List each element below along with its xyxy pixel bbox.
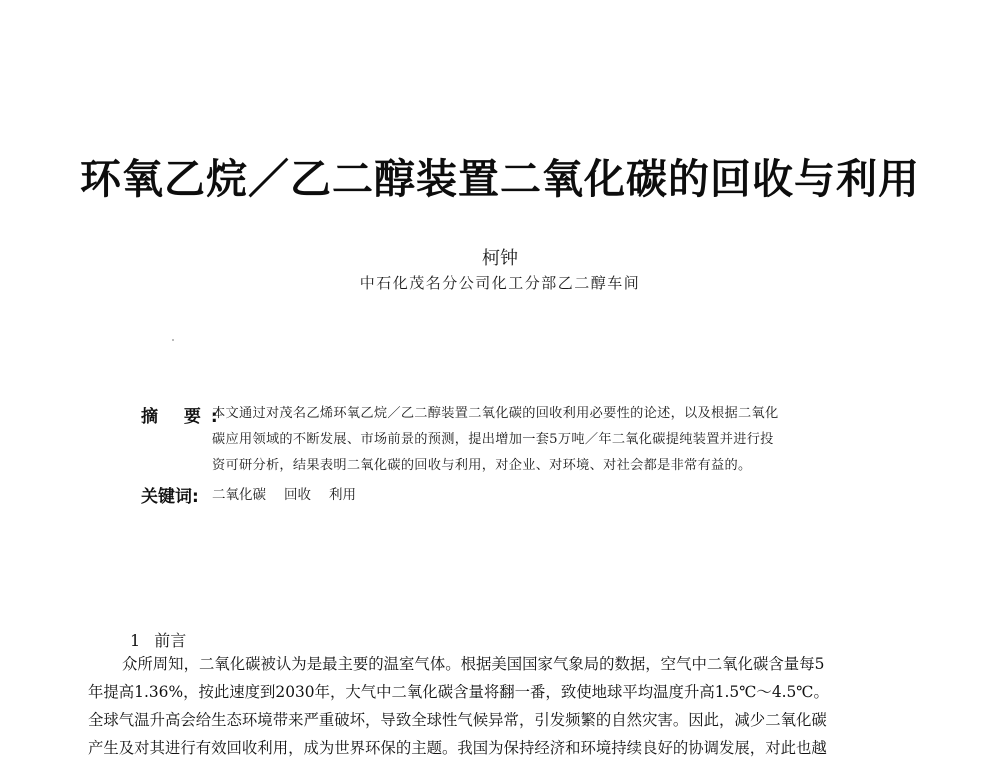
author-affiliation: 中石化茂名分公司化工分部乙二醇车间	[359, 274, 641, 292]
keyword-item: 二氧化碳	[212, 487, 266, 503]
abstract-line: 本文通过对茂名乙烯环氧乙烷／乙二醇装置二氧化碳的回收利用必要性的论述，以及根据二氧化	[212, 406, 779, 421]
section-heading	[130, 628, 200, 651]
abstract-text	[212, 401, 864, 479]
body-paragraph	[88, 650, 920, 762]
body-line: 年提高1.36%，按此速度到2030年，大气中二氧化碳含量将翻一番，致使地球平均温度升高1.5℃～4.5℃。	[88, 683, 829, 701]
abstract-line: 资可研分析，结果表明二氧化碳的回收与利用，对企业、对环境、对社会都是非常有益的。	[212, 458, 752, 473]
section-title: 前言	[154, 631, 187, 650]
keyword-item: 利用	[329, 487, 356, 503]
keywords-list	[212, 483, 356, 503]
scan-speck	[172, 339, 174, 341]
paper-title: 环氧乙烷／乙二醇装置二氧化碳的回收与利用	[80, 155, 920, 203]
body-line: 众所周知，二氧化碳被认为是最主要的温室气体。根据美国国家气象局的数据，空气中二氧化碳含量每5	[122, 655, 825, 673]
abstract-line: 碳应用领域的不断发展、市场前景的预测，提出增加一套5万吨／年二氧化碳提纯装置并进行投	[212, 432, 774, 447]
abstract-label: 摘 要:	[141, 407, 228, 427]
section-number: 1	[130, 631, 141, 650]
body-line: 产生及对其进行有效回收利用，成为世界环保的主题。我国为保持经济和环境持续良好的协调发展，对此也越	[88, 739, 827, 757]
body-line: 全球气温升高会给生态环境带来严重破坏，导致全球性气候异常，引发频繁的自然灾害。因此，减少二氧化碳	[88, 711, 827, 729]
keywords-label: 关键词:	[141, 487, 199, 507]
author-name: 柯钟	[482, 248, 518, 269]
keyword-item: 回收	[284, 487, 311, 503]
